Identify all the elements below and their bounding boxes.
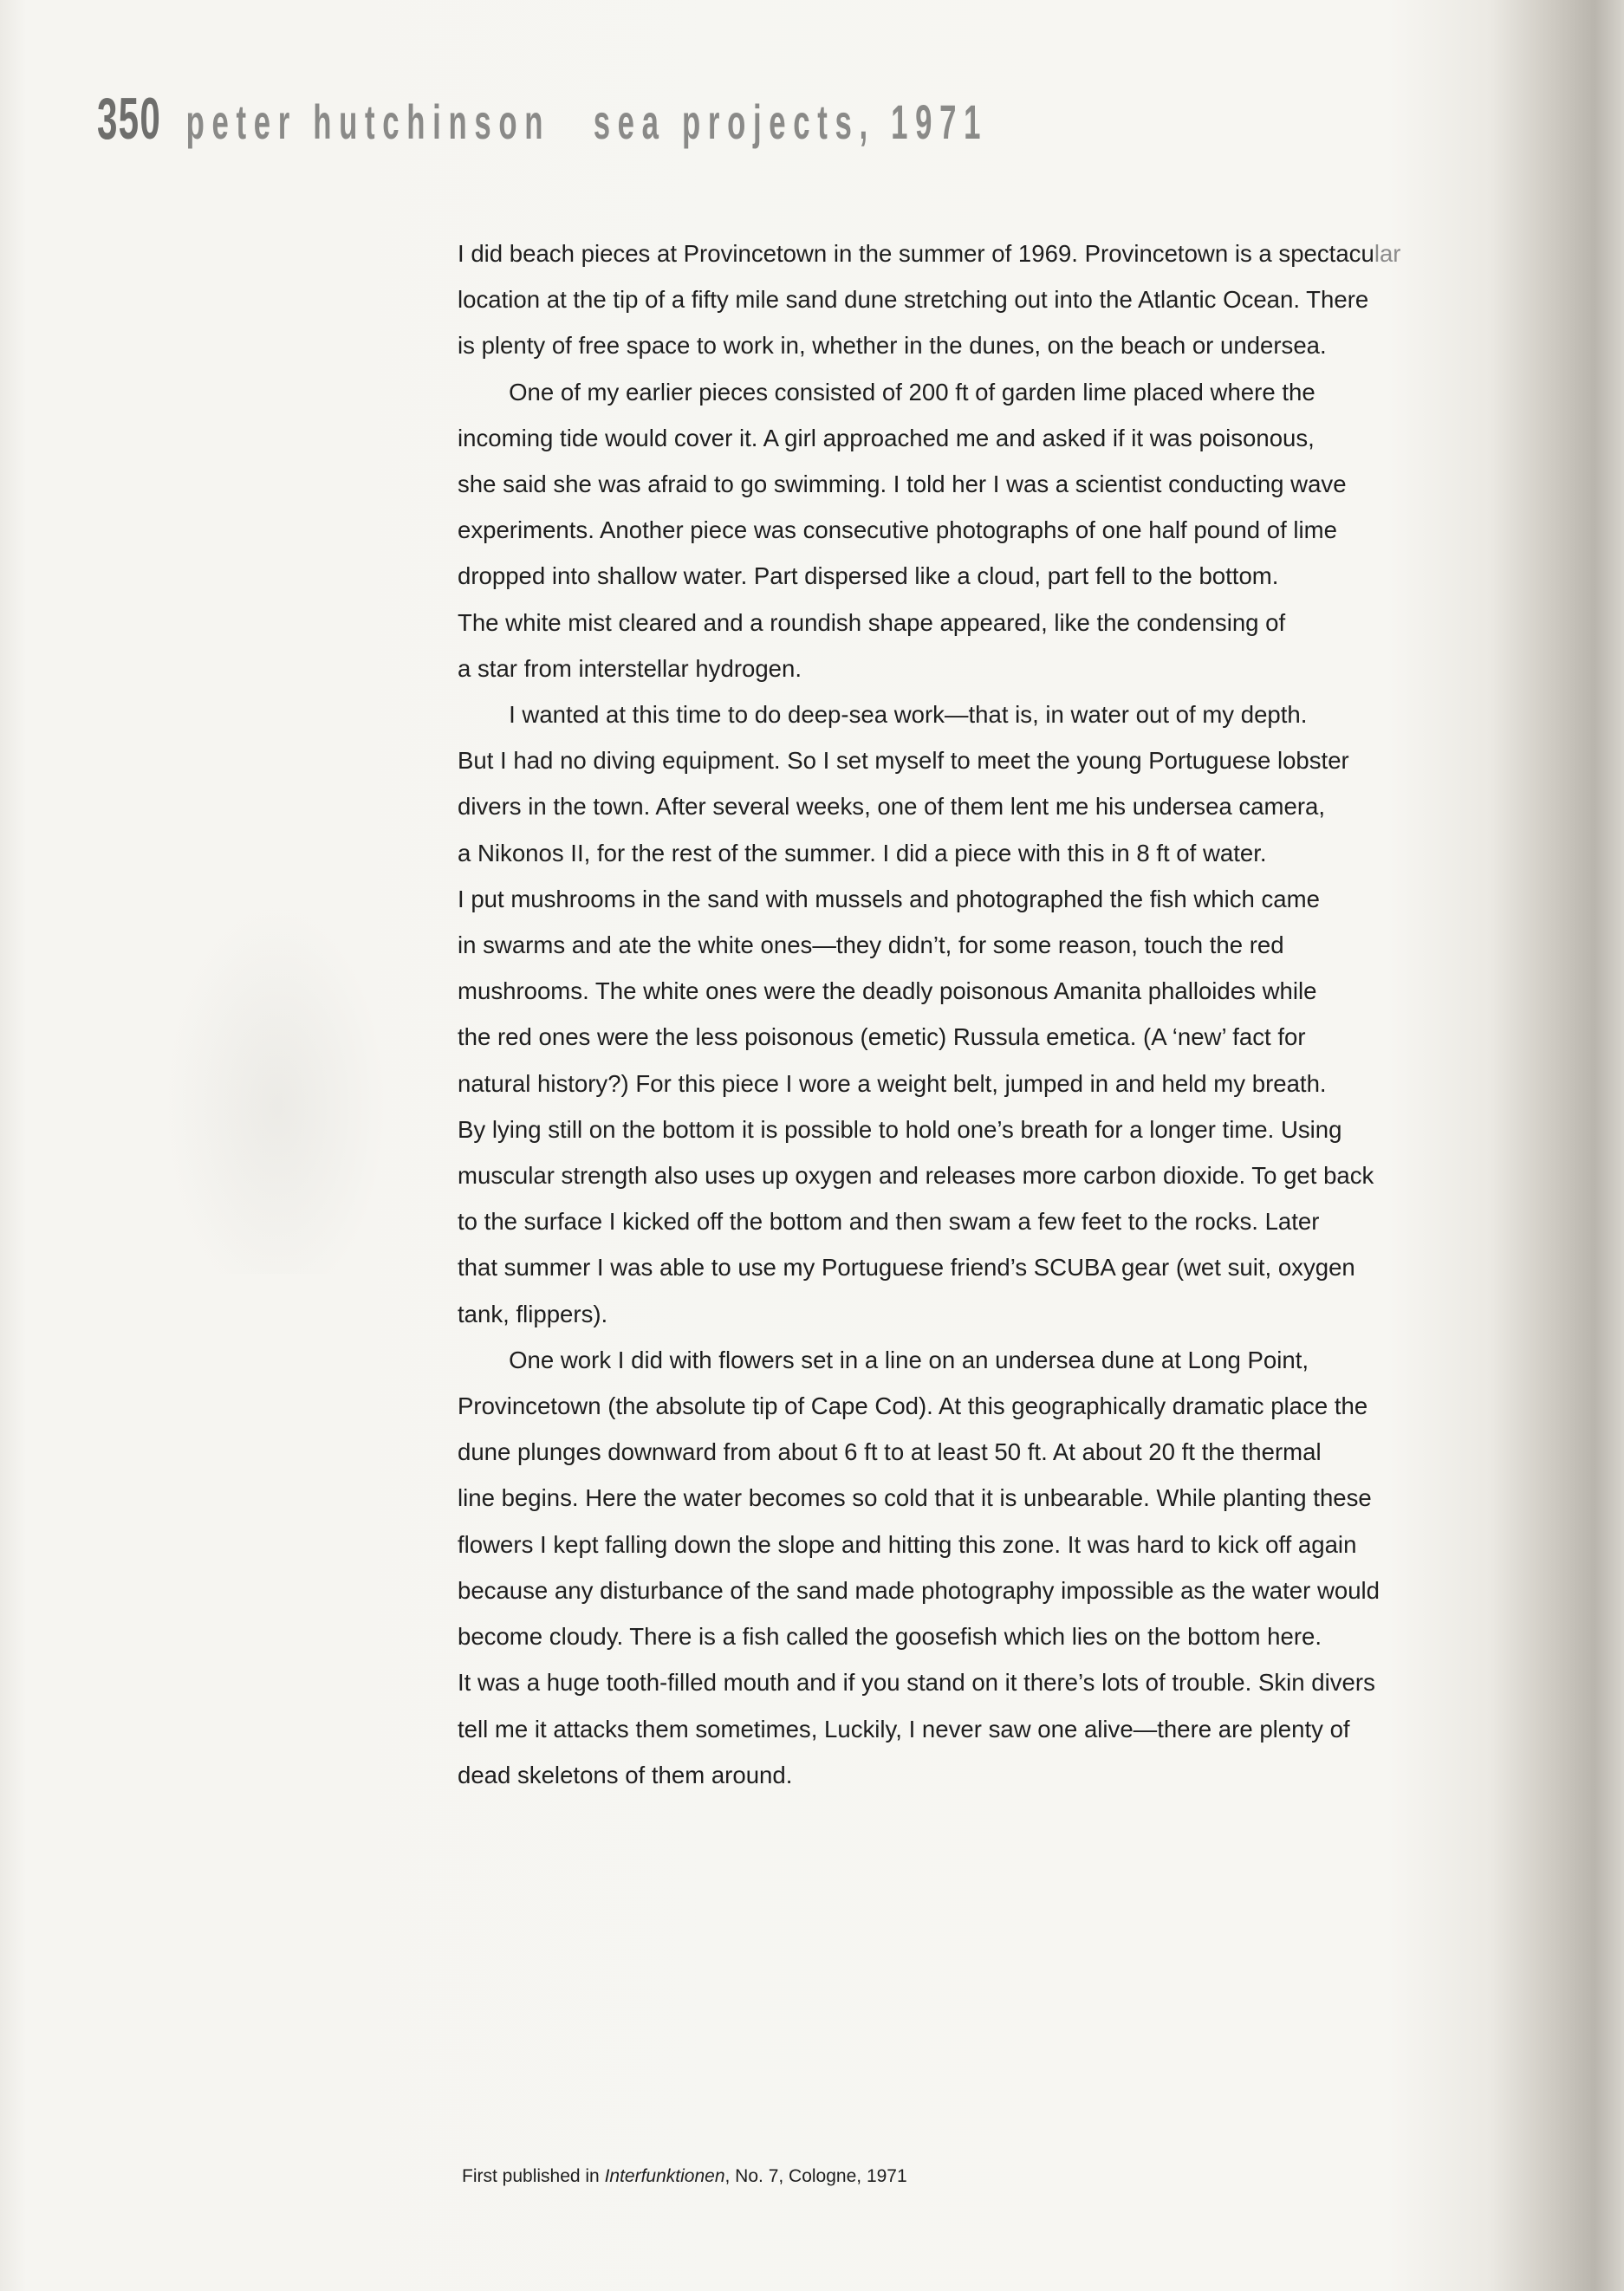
text-line-content: become cloudy. There is a fish called the goosefish which lies on the bottom here. bbox=[458, 1623, 1322, 1651]
text-line-content: line begins. Here the water becomes so cold that it is unbearable. While planting these bbox=[458, 1484, 1372, 1512]
text-line bbox=[458, 737, 1568, 783]
text-line-content: flowers I kept falling down the slope and hitting this zone. It was hard to kick off again bbox=[458, 1530, 1357, 1558]
text-line bbox=[458, 1567, 1568, 1613]
text-line bbox=[458, 876, 1568, 922]
header-title: sea projects, 1971 bbox=[593, 94, 989, 149]
footnote-prefix: First published in bbox=[462, 2166, 605, 2186]
text-line bbox=[458, 1659, 1568, 1705]
text-line-content: muscular strength also uses up oxygen and releases more carbon dioxide. To get back bbox=[458, 1162, 1374, 1190]
text-line bbox=[458, 507, 1568, 553]
text-line-content: But I had no diving equipment. So I set myself to meet the young Portuguese lobster bbox=[458, 747, 1349, 775]
text-line bbox=[458, 783, 1568, 829]
text-line-content: dropped into shallow water. Part dispersed like a cloud, part fell to the bottom. bbox=[458, 562, 1279, 590]
text-line bbox=[458, 1291, 1568, 1337]
text-line-content: One work I did with flowers set in a line on an undersea dune at Long Point, bbox=[509, 1346, 1309, 1373]
text-line bbox=[458, 1613, 1568, 1659]
text-line-content: in swarms and ate the white ones—they didn’t, for some reason, touch the red bbox=[458, 931, 1284, 959]
text-line bbox=[458, 1061, 1568, 1107]
text-line-content: is plenty of free space to work in, whether in the dunes, on the beach or undersea. bbox=[458, 332, 1327, 360]
text-line bbox=[458, 415, 1568, 461]
text-line bbox=[458, 1706, 1568, 1752]
text-line bbox=[458, 691, 1568, 737]
text-line bbox=[458, 1244, 1568, 1290]
text-line bbox=[458, 922, 1568, 968]
text-line-content: location at the tip of a fifty mile sand dune stretching out into the Atlantic Ocean. There bbox=[458, 286, 1369, 314]
text-line-content: mushrooms. The white ones were the deadly poisonous Amanita phalloides while bbox=[458, 977, 1317, 1005]
text-line bbox=[458, 1383, 1568, 1429]
text-line-content: tell me it attacks them sometimes, Luckily, I never saw one alive—there are plenty of bbox=[458, 1715, 1350, 1743]
text-line-content: I did beach pieces at Provincetown in the summer of 1969. Provincetown is a spectacu bbox=[458, 240, 1374, 267]
text-line bbox=[458, 968, 1568, 1014]
text-line-content: a Nikonos II, for the rest of the summer. I did a piece with this in 8 ft of water. bbox=[458, 839, 1267, 866]
text-line-content: the red ones were the less poisonous (emetic) Russula emetica. (A ‘new’ fact for bbox=[458, 1023, 1306, 1051]
footnote-suffix: , No. 7, Cologne, 1971 bbox=[724, 2166, 907, 2186]
text-line bbox=[458, 1198, 1568, 1244]
text-line-content: natural history?) For this piece I wore a weight belt, jumped in and held my breath. bbox=[458, 1069, 1327, 1097]
text-line bbox=[458, 322, 1568, 368]
text-line-content: I wanted at this time to do deep-sea work—that is, in water out of my depth. bbox=[509, 701, 1308, 729]
text-line bbox=[458, 1752, 1568, 1798]
footnote-publication: Interfunktionen bbox=[604, 2166, 725, 2186]
text-line-content: divers in the town. After several weeks, one of them lent me his undersea camera, bbox=[458, 793, 1326, 821]
text-line bbox=[458, 230, 1568, 276]
text-line bbox=[458, 276, 1568, 322]
footnote bbox=[462, 2166, 907, 2187]
show-through-image bbox=[165, 901, 390, 1274]
text-line bbox=[458, 646, 1568, 691]
text-line bbox=[458, 1522, 1568, 1567]
text-line bbox=[458, 553, 1568, 599]
header-author: peter hutchinson bbox=[185, 94, 551, 149]
text-line bbox=[458, 600, 1568, 646]
text-line-content: By lying still on the bottom it is possible to hold one’s breath for a longer time. Using bbox=[458, 1115, 1342, 1143]
text-line-content: incoming tide would cover it. A girl approached me and asked if it was poisonous, bbox=[458, 424, 1315, 451]
text-line-content: to the surface I kicked off the bottom and then swam a few feet to the rocks. Later bbox=[458, 1208, 1320, 1236]
text-line bbox=[458, 1152, 1568, 1198]
text-line bbox=[458, 1475, 1568, 1521]
text-line bbox=[458, 1107, 1568, 1152]
text-line-content: I put mushrooms in the sand with mussels and photographed the fish which came bbox=[458, 885, 1320, 912]
text-line-content: tank, flippers). bbox=[458, 1300, 608, 1327]
text-line-content: dune plunges downward from about 6 ft to at least 50 ft. At about 20 ft the thermal bbox=[458, 1438, 1322, 1466]
text-line-content: a star from interstellar hydrogen. bbox=[458, 654, 802, 682]
text-line bbox=[458, 1429, 1568, 1475]
text-line-content: The white mist cleared and a roundish shape appeared, like the condensing of bbox=[458, 608, 1286, 636]
page-number: 350 bbox=[97, 86, 162, 152]
text-line-faded-tail: lar bbox=[1374, 240, 1401, 267]
text-line-content: she said she was afraid to go swimming. I told her I was a scientist conducting wave bbox=[458, 471, 1347, 498]
text-line-content: because any disturbance of the sand made photography impossible as the water would bbox=[458, 1576, 1380, 1604]
text-line-content: One of my earlier pieces consisted of 200 ft of garden lime placed where the bbox=[509, 378, 1315, 406]
text-line bbox=[458, 830, 1568, 876]
text-line bbox=[458, 1014, 1568, 1060]
text-line-content: dead skeletons of them around. bbox=[458, 1761, 793, 1788]
text-line bbox=[458, 1337, 1568, 1383]
text-line-content: that summer I was able to use my Portuguese friend’s SCUBA gear (wet suit, oxygen bbox=[458, 1254, 1355, 1282]
text-line bbox=[458, 369, 1568, 415]
body-text bbox=[458, 230, 1584, 1798]
running-header bbox=[97, 85, 988, 153]
text-line-content: It was a huge tooth-filled mouth and if you stand on it there’s lots of trouble. Skin divers bbox=[458, 1669, 1375, 1697]
text-line bbox=[458, 461, 1568, 507]
text-line-content: experiments. Another piece was consecutive photographs of one half pound of lime bbox=[458, 516, 1337, 544]
text-line-content: Provincetown (the absolute tip of Cape Cod). At this geographically dramatic place the bbox=[458, 1392, 1368, 1420]
